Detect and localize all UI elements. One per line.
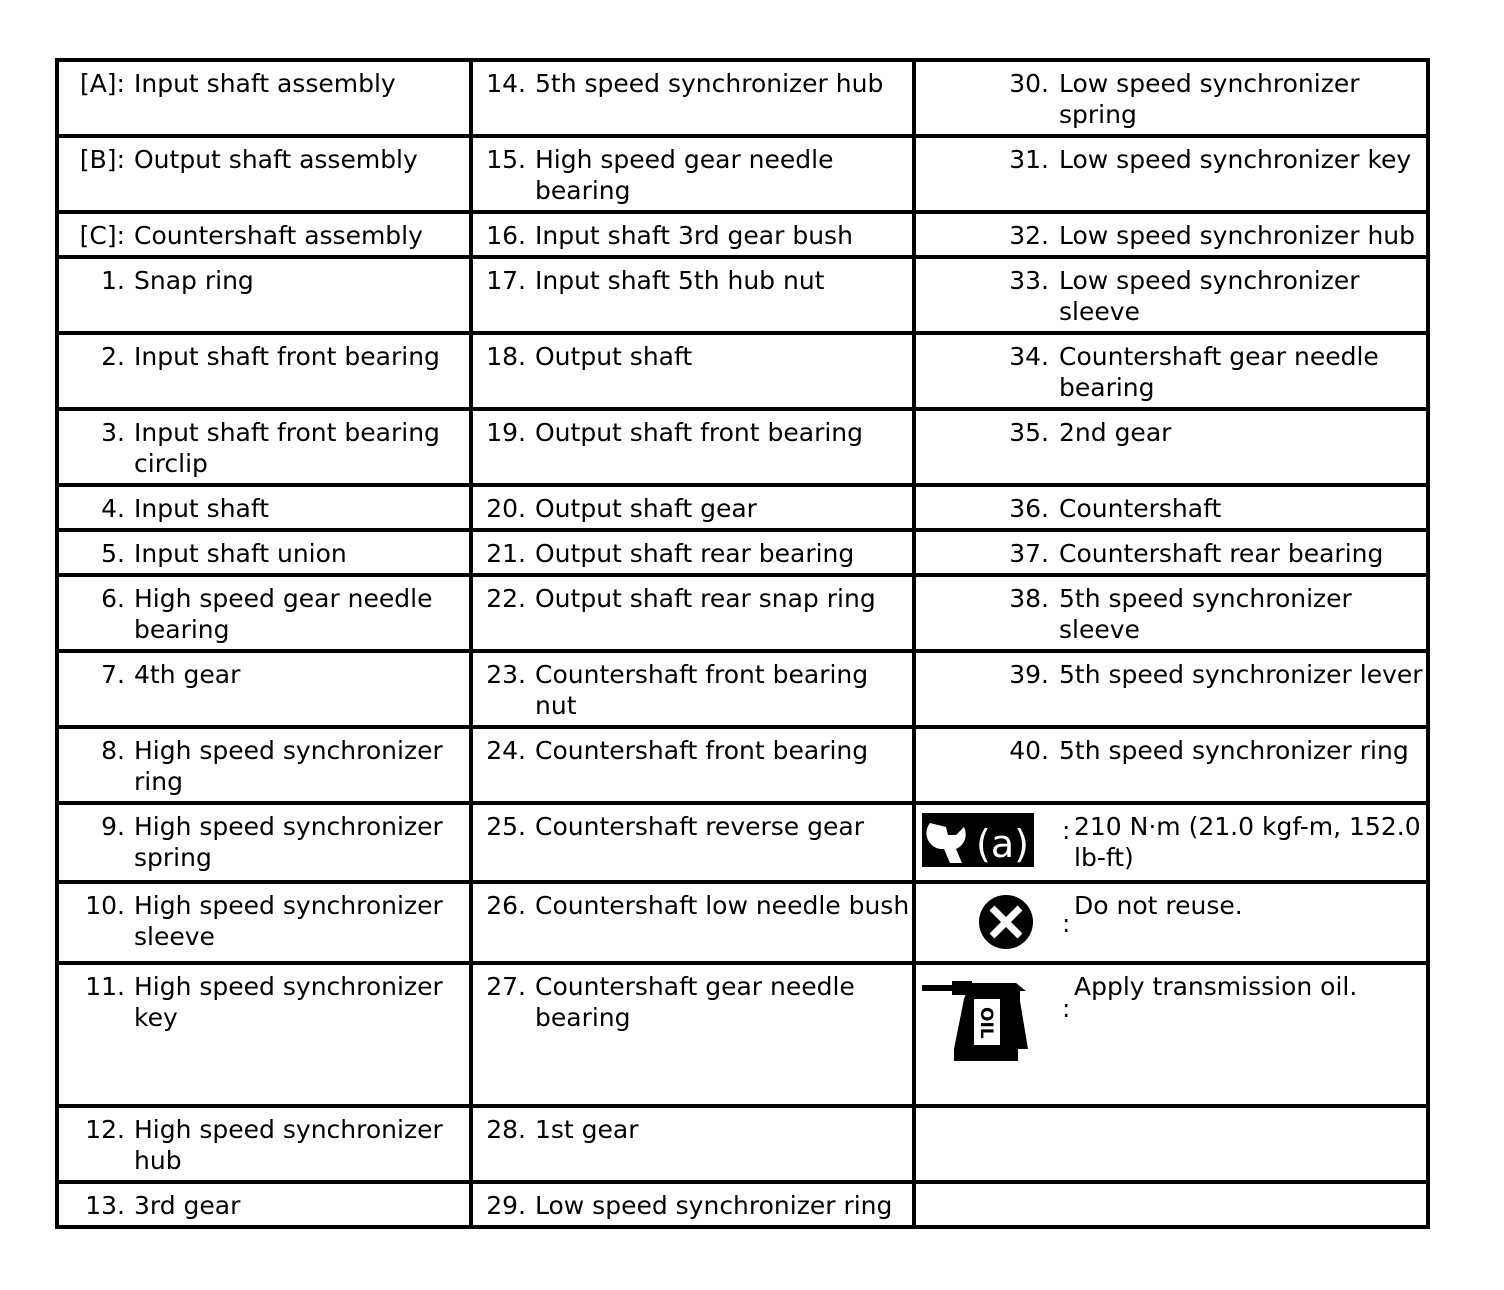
legend-entry-10: 10. High speed synchronizer sleeve bbox=[85, 891, 443, 951]
legend-entry-7: 7. 4th gear bbox=[101, 660, 241, 689]
empty-cell bbox=[914, 1106, 1428, 1182]
legend-entry-27: 27. Countershaft gear needle bearing bbox=[486, 972, 855, 1032]
legend-entry-33: 33. Low speed synchronizer sleeve bbox=[1009, 266, 1360, 326]
legend-entry-3: 3. Input shaft front bearing circlip bbox=[101, 418, 440, 478]
legend-entry-35: 35. 2nd gear bbox=[1009, 418, 1172, 447]
legend-entry-24: 24. Countershaft front bearing bbox=[486, 736, 869, 765]
legend-entry-1: 1. Snap ring bbox=[101, 266, 254, 295]
legend-entry-20: 20. Output shaft gear bbox=[486, 494, 757, 523]
torque-icon-label: (a) bbox=[976, 822, 1029, 866]
empty-cell bbox=[914, 1182, 1428, 1227]
torque-spec: 210 N·m (21.0 kgf-m, 152.0 lb-ft) bbox=[1074, 812, 1421, 872]
legend-entry-15: 15. High speed gear needle bearing bbox=[486, 145, 834, 205]
legend-entry-B: [B]: Output shaft assembly bbox=[79, 145, 418, 174]
oil-can-icon bbox=[922, 971, 1062, 1070]
legend-entry-30: 30. Low speed synchronizer spring bbox=[1009, 69, 1360, 129]
legend-entry-18: 18. Output shaft bbox=[486, 342, 693, 371]
apply-oil-text: Apply transmission oil. bbox=[1074, 972, 1358, 1001]
legend-entry-A: [A]: Input shaft assembly bbox=[79, 69, 396, 98]
legend-entry-29: 29. Low speed synchronizer ring bbox=[486, 1191, 893, 1220]
legend-entry-40: 40. 5th speed synchronizer ring bbox=[1009, 736, 1409, 765]
legend-entry-31: 31. Low speed synchronizer key bbox=[1009, 145, 1412, 174]
legend-entry-8: 8. High speed synchronizer ring bbox=[101, 736, 443, 796]
legend-entry-26: 26. Countershaft low needle bush bbox=[486, 891, 910, 920]
do-not-reuse-text: Do not reuse. bbox=[1074, 891, 1243, 920]
legend-entry-6: 6. High speed gear needle bearing bbox=[101, 584, 433, 644]
legend-entry-38: 38. 5th speed synchronizer sleeve bbox=[1009, 584, 1352, 644]
legend-entry-C: [C]: Countershaft assembly bbox=[79, 221, 423, 250]
legend-entry-11: 11. High speed synchronizer key bbox=[85, 972, 443, 1032]
legend-entry-12: 12. High speed synchronizer hub bbox=[85, 1115, 443, 1175]
legend-entry-28: 28. 1st gear bbox=[486, 1115, 639, 1144]
torque-wrench-icon bbox=[922, 811, 1062, 876]
legend-entry-4: 4. Input shaft bbox=[101, 494, 270, 523]
legend-entry-19: 19. Output shaft front bearing bbox=[486, 418, 864, 447]
legend-entry-2: 2. Input shaft front bearing bbox=[101, 342, 440, 371]
legend-entry-14: 14. 5th speed synchronizer hub bbox=[486, 69, 884, 98]
legend-entry-25: 25. Countershaft reverse gear bbox=[486, 812, 864, 841]
legend-entry-32: 32. Low speed synchronizer hub bbox=[1009, 221, 1416, 250]
legend-entry-34: 34. Countershaft gear needle bearing bbox=[1009, 342, 1379, 402]
legend-entry-21: 21. Output shaft rear bearing bbox=[486, 539, 855, 568]
legend-entry-39: 39. 5th speed synchronizer lever bbox=[1009, 660, 1423, 689]
torque-symbol-entry: (a) : 210 N·m (21.0 kgf-m, 152.0 lb-ft) bbox=[922, 811, 1426, 876]
legend-entry-5: 5. Input shaft union bbox=[101, 539, 347, 568]
oil-icon-label: OIL bbox=[976, 1007, 996, 1039]
legend-entry-17: 17. Input shaft 5th hub nut bbox=[486, 266, 825, 295]
legend-entry-36: 36. Countershaft bbox=[1009, 494, 1222, 523]
legend-entry-22: 22. Output shaft rear snap ring bbox=[486, 584, 876, 613]
legend-entry-9: 9. High speed synchronizer spring bbox=[101, 812, 443, 872]
legend-entry-23: 23. Countershaft front bearing nut bbox=[486, 660, 869, 720]
parts-legend-table bbox=[55, 58, 1430, 1229]
legend-entry-16: 16. Input shaft 3rd gear bush bbox=[486, 221, 853, 250]
do-not-reuse-icon bbox=[922, 890, 1062, 957]
legend-entry-13: 13. 3rd gear bbox=[85, 1191, 241, 1220]
apply-oil-entry: OIL : Apply transmission oil. bbox=[922, 971, 1426, 1070]
legend-entry-37: 37. Countershaft rear bearing bbox=[1009, 539, 1384, 568]
do-not-reuse-entry: : Do not reuse. bbox=[922, 890, 1426, 957]
